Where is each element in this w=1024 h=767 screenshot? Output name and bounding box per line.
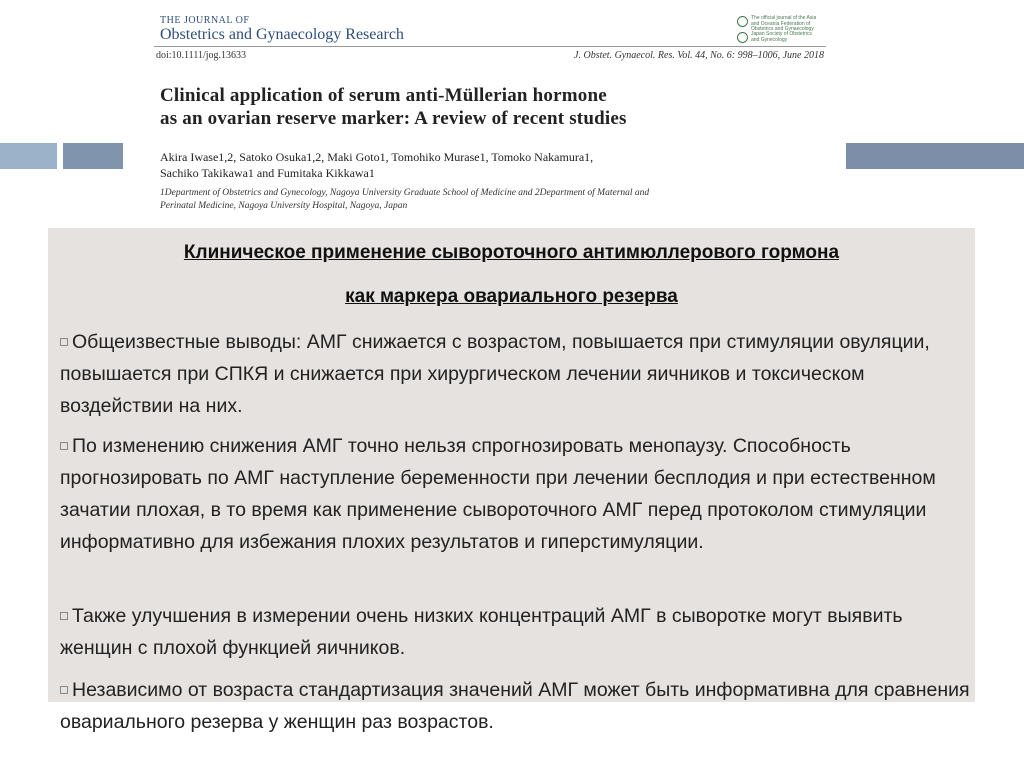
bullet-text: По изменению снижения АМГ точно нельзя спрогнозировать менопаузу. Способность прогнозировать по АМГ наступление беременности при лечении бесплодия и при естественном зачатии плохая, в то время как применение сывороточного АМГ перед протоколом стимуляции информативно для избежания плохих результатов и гиперстимуляции.: [60, 435, 936, 553]
decorative-bar-left-dark: [63, 143, 123, 169]
paper-authors: [160, 149, 840, 181]
bullet-point: [60, 430, 975, 558]
journal-prefix: THE JOURNAL OF: [160, 15, 250, 26]
affiliation-line-2: Perinatal Medicine, Nagoya University Hospital, Nagoya, Japan: [160, 201, 408, 211]
journal-masthead: [160, 16, 404, 43]
bullet-text: Общеизвестные выводы: АМГ снижается с возрастом, повышается при стимуляции овуляции, повышается при СПКЯ и снижается при хирургическом лечении яичников и токсическом воздействии на них.: [60, 331, 930, 417]
doi: doi:10.1111/jog.13633: [156, 50, 246, 61]
paper-title-line-1: Clinical application of serum anti-Müllerian hormone: [160, 85, 607, 106]
square-bullet-icon: [60, 686, 68, 694]
paper-title: [160, 84, 627, 130]
bullet-text: Независимо от возраста стандартизация значений АМГ может быть информативна для сравнения овариального резерва у женщин раз возрастов.: [60, 679, 970, 733]
decorative-bar-left-light: [0, 143, 57, 169]
slide-content-box: [48, 228, 975, 733]
paper-title-line-2: as an ovarian reserve marker: A review of recent studies: [160, 108, 627, 129]
society-emblem-icon: [737, 16, 748, 27]
paper-affiliations: [160, 187, 840, 213]
slide-heading-line-2: как маркера овариального резерва: [345, 286, 678, 307]
square-bullet-icon: [60, 442, 68, 450]
bullet-point: [60, 600, 975, 664]
article-header-image: [124, 0, 846, 228]
header-rule: [154, 46, 826, 47]
decorative-bar-right: [846, 143, 1024, 169]
society-logo-text-2: Japan Society of Obstetrics and Gynecology: [751, 31, 812, 43]
bullet-point: [60, 326, 975, 422]
affiliation-line-1: 1Department of Obstetrics and Gynecology, Nagoya University Graduate School of Medicine and 2Department of Maternal and: [160, 188, 650, 198]
bullet-text: Также улучшения в измерении очень низких концентраций АМГ в сыворотке могут выявить женщин с плохой функцией яичников.: [60, 605, 903, 659]
authors-line-1: Akira Iwase1,2, Satoko Osuka1,2, Maki Goto1, Tomohiko Murase1, Tomoko Nakamura1,: [160, 150, 594, 164]
square-bullet-icon: [60, 338, 68, 346]
slide-heading-line-1: Клиническое применение сывороточного антимюллерового гормона: [183, 242, 840, 263]
bullet-point: [60, 674, 975, 738]
society-logos: [737, 14, 823, 46]
square-bullet-icon: [60, 612, 68, 620]
citation: J. Obstet. Gynaecol. Res. Vol. 44, No. 6: 998–1006, June 2018: [574, 50, 824, 61]
journal-name: Obstetrics and Gynaecology Research: [160, 25, 404, 43]
authors-line-2: Sachiko Takikawa1 and Fumitaka Kikkawa1: [160, 166, 375, 180]
society-emblem-icon: [737, 32, 748, 43]
society-logo-text-1: The official journal of the Asia and Oceania Federation of Obstetrics and Gynaecology: [751, 15, 817, 32]
